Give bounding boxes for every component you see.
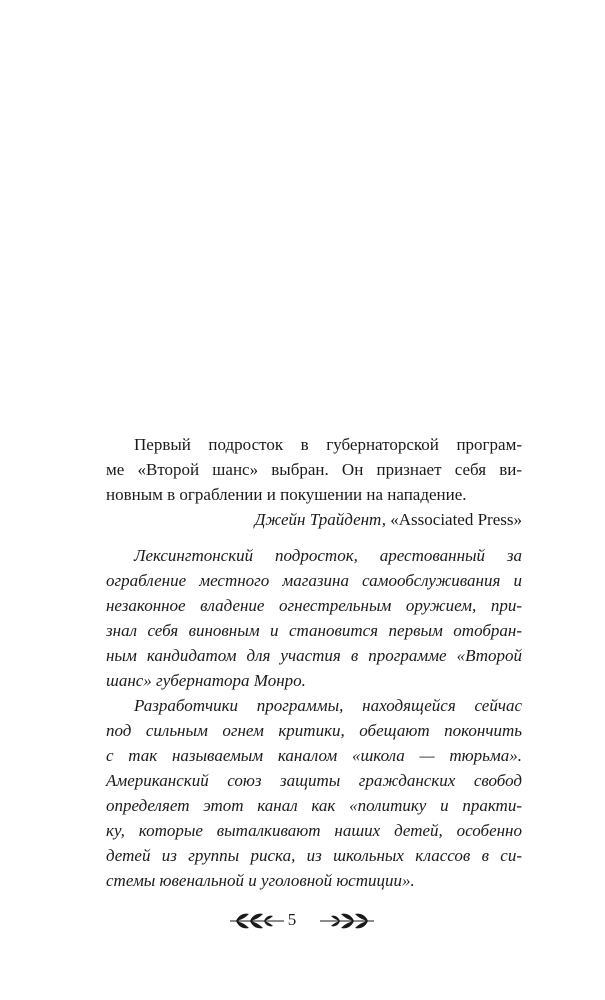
paragraph-2 — [106, 693, 522, 893]
epigraph-line: новным в ограблении и покушении на нападение. — [106, 485, 467, 504]
text-line: ным кандидатом для участия в программе «Второй — [106, 646, 522, 665]
text-line: с так называемым каналом «школа — тюрьма». — [106, 746, 522, 765]
text-line: Лексингтонский подросток, арестованный за — [134, 546, 522, 565]
text-line: определяет этот канал как «политику и практи- — [106, 796, 522, 815]
page-footer — [0, 905, 605, 935]
epigraph-line: Первый подросток в губернаторской програм- — [134, 435, 522, 454]
text-line: Разработчики программы, находящейся сейчас — [134, 696, 522, 715]
epigraph-attribution — [106, 507, 522, 532]
text-line: стемы ювенальной и уголовной юстиции». — [106, 871, 415, 890]
attribution-source: «Associated Press» — [390, 510, 522, 529]
text-line: знал себя виновным и становится первым отобран- — [106, 621, 522, 640]
attribution-author: Джейн Трайдент, — [254, 510, 387, 529]
leaf-ornament-left-icon — [228, 910, 286, 937]
text-line: детей из группы риска, из школьных классов в си- — [106, 846, 522, 865]
text-line: под сильным огнем критики, обещают покончить — [106, 721, 522, 740]
epigraph — [106, 432, 522, 532]
text-line: Американский союз защиты гражданских свобод — [106, 771, 522, 790]
leaf-ornament-right-icon — [318, 910, 376, 937]
text-line: незаконное владение огнестрельным оружием, при- — [106, 596, 522, 615]
epigraph-line: ме «Второй шанс» выбран. Он признает себя ви- — [106, 460, 522, 479]
text-line: шанс» губернатора Монро. — [106, 671, 306, 690]
page-number: 5 — [287, 910, 297, 929]
paragraph-1 — [106, 543, 522, 693]
text-line: ку, которые выталкивают наших детей, особенно — [106, 821, 522, 840]
news-excerpt — [106, 543, 522, 893]
text-line: ограбление местного магазина самообслуживания и — [106, 571, 522, 590]
